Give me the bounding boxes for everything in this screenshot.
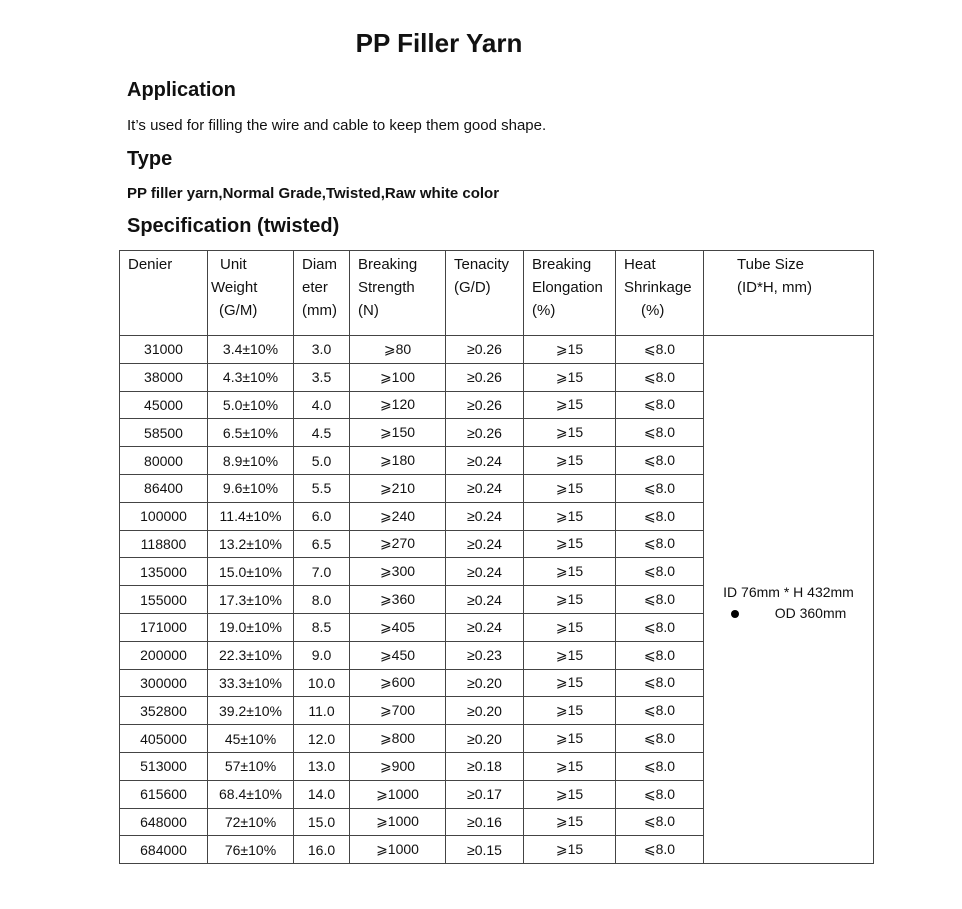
table-cell: ⩾150 (350, 419, 446, 447)
table-cell: 57±10% (208, 752, 294, 780)
table-cell: 6.0 (294, 502, 350, 530)
table-row (120, 336, 874, 364)
table-cell: 38000 (120, 363, 208, 391)
table-cell: ⩽8.0 (616, 363, 704, 391)
table-cell: ≥0.20 (446, 697, 524, 725)
table-cell: 405000 (120, 725, 208, 753)
tube-size-id-h: ID 76mm * H 432mm (723, 584, 854, 601)
table-cell: ≥0.24 (446, 558, 524, 586)
table-cell: 9.6±10% (208, 474, 294, 502)
table-cell: ⩾300 (350, 558, 446, 586)
tube-size-od-line (704, 605, 873, 621)
table-cell: 9.0 (294, 641, 350, 669)
table-cell: ⩾360 (350, 586, 446, 614)
table-cell: 171000 (120, 613, 208, 641)
table-cell: ⩽8.0 (616, 641, 704, 669)
table-cell: ≥0.23 (446, 641, 524, 669)
table-cell: ⩾900 (350, 752, 446, 780)
table-cell: ⩾700 (350, 697, 446, 725)
table-cell: ⩾405 (350, 613, 446, 641)
table-cell: 12.0 (294, 725, 350, 753)
table-cell: ⩾15 (524, 419, 616, 447)
application-text: It’s used for filling the wire and cable to keep them good shape. (127, 117, 547, 134)
column-header-line: Breaking (358, 256, 418, 273)
table-cell: 4.5 (294, 419, 350, 447)
table-cell: 100000 (120, 502, 208, 530)
table-cell: 5.5 (294, 474, 350, 502)
table-cell: ⩽8.0 (616, 725, 704, 753)
table-cell: 13.0 (294, 752, 350, 780)
table-cell: ≥0.17 (446, 780, 524, 808)
page-title: PP Filler Yarn (355, 28, 523, 58)
table-cell: ⩾15 (524, 697, 616, 725)
column-header-line: Heat (624, 256, 656, 273)
table-cell: ⩽8.0 (616, 808, 704, 836)
specification-table (119, 250, 874, 864)
table-cell: ≥0.20 (446, 725, 524, 753)
table-cell: ≥0.24 (446, 530, 524, 558)
table-cell: 15.0 (294, 808, 350, 836)
specification-heading: Specification (twisted) (127, 215, 340, 237)
table-cell: ≥0.26 (446, 391, 524, 419)
table-cell: ⩾600 (350, 669, 446, 697)
column-header-line: Elongation (532, 279, 603, 296)
column-header-line: (ID*H, mm) (737, 279, 812, 296)
table-cell: ⩾15 (524, 725, 616, 753)
table-cell: ⩽8.0 (616, 697, 704, 725)
table-cell: 31000 (120, 336, 208, 364)
table-cell: 4.0 (294, 391, 350, 419)
column-header (446, 251, 524, 336)
table-cell: ⩾180 (350, 447, 446, 475)
table-cell: 68.4±10% (208, 780, 294, 808)
table-cell: ⩾450 (350, 641, 446, 669)
table-cell: 19.0±10% (208, 613, 294, 641)
column-header-line: (%) (641, 302, 665, 319)
table-cell: 4.3±10% (208, 363, 294, 391)
column-header-line: Diam (302, 256, 338, 273)
table-cell: 58500 (120, 419, 208, 447)
table-cell: 80000 (120, 447, 208, 475)
table-cell: ⩾15 (524, 336, 616, 364)
column-header-line: (G/M) (219, 302, 258, 319)
tube-size-cell (704, 336, 874, 864)
table-cell: 45±10% (208, 725, 294, 753)
table-body (120, 336, 874, 864)
table-cell: 17.3±10% (208, 586, 294, 614)
table-cell: ⩾1000 (350, 808, 446, 836)
column-header-line: Strength (358, 279, 415, 296)
column-header (120, 251, 208, 336)
type-text: PP filler yarn,Normal Grade,Twisted,Raw white color (127, 185, 500, 202)
table-cell: ⩾15 (524, 474, 616, 502)
table-cell: 135000 (120, 558, 208, 586)
table-cell: 14.0 (294, 780, 350, 808)
table-cell: ⩾15 (524, 808, 616, 836)
application-heading: Application (127, 79, 236, 101)
table-cell: 13.2±10% (208, 530, 294, 558)
table-cell: 615600 (120, 780, 208, 808)
column-header-line: (G/D) (454, 279, 491, 296)
table-cell: ⩽8.0 (616, 391, 704, 419)
column-header-line: Unit (220, 256, 247, 273)
table-cell: ⩽8.0 (616, 336, 704, 364)
column-header-line: (%) (532, 302, 556, 319)
column-header (208, 251, 294, 336)
table-cell: 8.9±10% (208, 447, 294, 475)
table-cell: ≥0.20 (446, 669, 524, 697)
table-cell: ≥0.26 (446, 419, 524, 447)
table-cell: ≥0.16 (446, 808, 524, 836)
table-cell: ⩽8.0 (616, 586, 704, 614)
table-cell: ⩽8.0 (616, 613, 704, 641)
table-cell: 7.0 (294, 558, 350, 586)
column-header-line: Tenacity (454, 256, 510, 273)
column-header-line: Weight (211, 279, 258, 296)
table-cell: ⩽8.0 (616, 474, 704, 502)
column-header (704, 251, 874, 336)
table-cell: 10.0 (294, 669, 350, 697)
table-cell: 300000 (120, 669, 208, 697)
table-header-row (120, 251, 874, 336)
table-cell: ⩾80 (350, 336, 446, 364)
table-cell: 8.5 (294, 613, 350, 641)
table-cell: ⩾800 (350, 725, 446, 753)
table-cell: ⩾15 (524, 530, 616, 558)
column-header (350, 251, 446, 336)
table-cell: ≥0.24 (446, 502, 524, 530)
table-cell: ⩽8.0 (616, 558, 704, 586)
column-header (524, 251, 616, 336)
type-heading: Type (127, 148, 173, 170)
column-header-line: Tube Size (737, 256, 804, 273)
table-cell: ⩾270 (350, 530, 446, 558)
table-cell: 648000 (120, 808, 208, 836)
table-cell: ⩾15 (524, 502, 616, 530)
table-cell: 118800 (120, 530, 208, 558)
table-cell: 33.3±10% (208, 669, 294, 697)
table-cell: ⩽8.0 (616, 780, 704, 808)
table-cell: ⩽8.0 (616, 669, 704, 697)
column-header (294, 251, 350, 336)
table-cell: 8.0 (294, 586, 350, 614)
table-cell: ≥0.24 (446, 447, 524, 475)
column-header-line: (mm) (302, 302, 337, 319)
table-cell: 3.5 (294, 363, 350, 391)
table-cell: ≥0.24 (446, 613, 524, 641)
tube-size-od: OD 360mm (774, 605, 847, 622)
table-cell: 684000 (120, 836, 208, 864)
table-cell: ⩽8.0 (616, 502, 704, 530)
table-cell: ⩾15 (524, 669, 616, 697)
column-header-line: Breaking (532, 256, 592, 273)
table-cell: ≥0.24 (446, 586, 524, 614)
table-cell: 3.0 (294, 336, 350, 364)
table-cell: 11.0 (294, 697, 350, 725)
table-cell: ⩽8.0 (616, 447, 704, 475)
table-cell: ⩽8.0 (616, 419, 704, 447)
table-cell: 16.0 (294, 836, 350, 864)
table-cell: ⩾15 (524, 558, 616, 586)
table-cell: ⩾15 (524, 752, 616, 780)
table-cell: 11.4±10% (208, 502, 294, 530)
column-header-line: Denier (128, 256, 173, 273)
table-cell: 86400 (120, 474, 208, 502)
table-cell: 76±10% (208, 836, 294, 864)
table-cell: ⩾15 (524, 613, 616, 641)
column-header-line: eter (302, 279, 328, 296)
table-cell: ⩾15 (524, 363, 616, 391)
table-cell: ≥0.15 (446, 836, 524, 864)
table-cell: ⩽8.0 (616, 752, 704, 780)
table-cell: ⩾210 (350, 474, 446, 502)
column-header-line: (N) (358, 302, 379, 319)
table-cell: ⩾15 (524, 836, 616, 864)
table-cell: ≥0.26 (446, 363, 524, 391)
table-cell: ⩾15 (524, 780, 616, 808)
table-cell: 200000 (120, 641, 208, 669)
table-cell: ⩾15 (524, 641, 616, 669)
table-cell: ≥0.24 (446, 474, 524, 502)
column-header (616, 251, 704, 336)
table-cell: ⩽8.0 (616, 530, 704, 558)
table-cell: 6.5 (294, 530, 350, 558)
table-cell: 72±10% (208, 808, 294, 836)
table-cell: 6.5±10% (208, 419, 294, 447)
table-cell: ⩾15 (524, 586, 616, 614)
table-cell: ⩾240 (350, 502, 446, 530)
table-cell: ⩾100 (350, 363, 446, 391)
table-cell: 5.0±10% (208, 391, 294, 419)
table-cell: ⩾120 (350, 391, 446, 419)
table-cell: 5.0 (294, 447, 350, 475)
bullet-icon (731, 610, 739, 618)
table-cell: 352800 (120, 697, 208, 725)
table-cell: 45000 (120, 391, 208, 419)
table-cell: ⩾1000 (350, 836, 446, 864)
table-cell: ≥0.26 (446, 336, 524, 364)
table-cell: 15.0±10% (208, 558, 294, 586)
table-cell: 39.2±10% (208, 697, 294, 725)
table-cell: ⩾15 (524, 447, 616, 475)
table-cell: ⩽8.0 (616, 836, 704, 864)
table-cell: ⩾1000 (350, 780, 446, 808)
table-cell: 155000 (120, 586, 208, 614)
table-cell: 513000 (120, 752, 208, 780)
column-header-line: Shrinkage (624, 279, 692, 296)
table-cell: ⩾15 (524, 391, 616, 419)
table-cell: 3.4±10% (208, 336, 294, 364)
table-cell: ≥0.18 (446, 752, 524, 780)
table-cell: 22.3±10% (208, 641, 294, 669)
